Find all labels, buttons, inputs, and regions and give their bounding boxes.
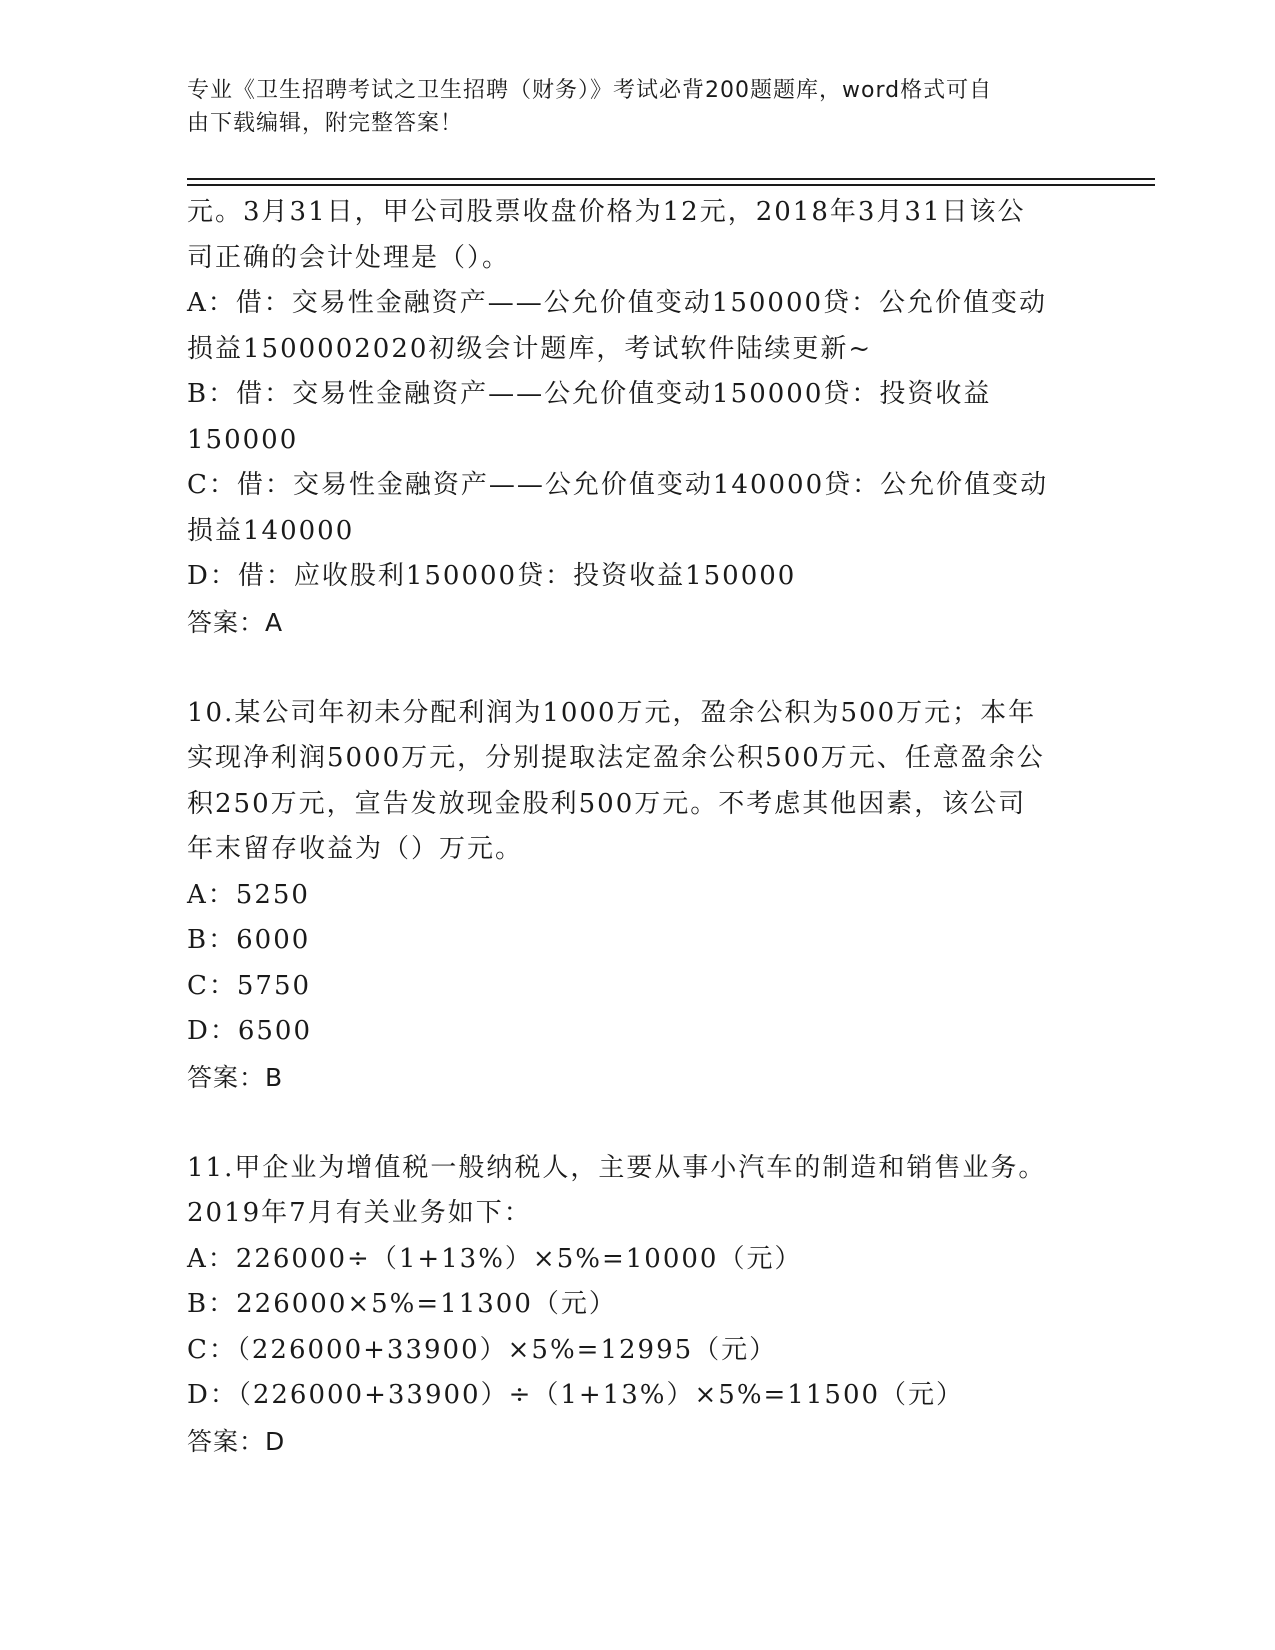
question-9 xyxy=(187,190,1087,645)
header-title-line-2: 由下载编辑，附完整答案！ xyxy=(187,111,464,136)
question-spacer xyxy=(187,1100,1087,1146)
question-stem-line: 实现净利润5000万元，分别提取法定盈余公积500万元、任意盈余公 xyxy=(187,743,1045,773)
question-stem-line: 司正确的会计处理是（）。 xyxy=(187,242,511,273)
option-b-continued: 150000 xyxy=(187,424,299,455)
option-c-continued: 损益140000 xyxy=(187,515,355,546)
question-stem-line: 2019年7月有关业务如下： xyxy=(187,1198,532,1228)
option-d: D：（226000+33900）÷（1+13%）×5%=11500（元） xyxy=(187,1380,965,1410)
header-divider-top xyxy=(187,178,1155,180)
header-title-line-1: 专业《卫生招聘考试之卫生招聘（财务）》考试必背200题题库，word格式可自 xyxy=(187,78,993,103)
option-c: C：借：交易性金融资产——公允价值变动140000贷：公允价值变动 xyxy=(187,470,1049,500)
document-body xyxy=(187,190,1087,1464)
question-spacer xyxy=(187,645,1087,691)
answer-label: 答案：B xyxy=(187,1062,284,1092)
answer-label: 答案：A xyxy=(187,607,284,637)
option-d: D：6500 xyxy=(187,1016,313,1046)
answer-label: 答案：D xyxy=(187,1426,286,1456)
option-b: B：6000 xyxy=(187,925,311,955)
option-b: B：借：交易性金融资产——公允价值变动150000贷：投资收益 xyxy=(187,379,992,409)
question-11 xyxy=(187,1146,1087,1465)
option-a: A：5250 xyxy=(187,879,310,910)
option-b: B：226000×5%=11300（元） xyxy=(187,1289,617,1319)
page-header xyxy=(187,74,1067,140)
option-a-continued: 损益1500002020初级会计题库，考试软件陆续更新~ xyxy=(187,333,873,364)
question-stem-line: 10.某公司年初未分配利润为1000万元，盈余公积为500万元；本年 xyxy=(187,697,1037,728)
option-d: D：借：应收股利150000贷：投资收益150000 xyxy=(187,561,797,591)
question-stem-line: 11.甲企业为增值税一般纳税人，主要从事小汽车的制造和销售业务。 xyxy=(187,1152,1047,1183)
option-a: A：226000÷（1+13%）×5%=10000（元） xyxy=(187,1243,803,1274)
question-10 xyxy=(187,691,1087,1101)
question-stem-line: 积250万元，宣告发放现金股利500万元。不考虑其他因素，该公司 xyxy=(187,788,1027,819)
option-c: C：5750 xyxy=(187,970,312,1001)
option-a: A：借：交易性金融资产——公允价值变动150000贷：公允价值变动 xyxy=(187,288,1048,318)
question-stem-line: 年末留存收益为（）万元。 xyxy=(187,834,524,864)
option-c: C：（226000+33900）×5%=12995（元） xyxy=(187,1334,778,1365)
header-divider-bottom xyxy=(187,184,1155,186)
question-stem-line: 元。3月31日，甲公司股票收盘价格为12元，2018年3月31日该公 xyxy=(187,197,1026,227)
